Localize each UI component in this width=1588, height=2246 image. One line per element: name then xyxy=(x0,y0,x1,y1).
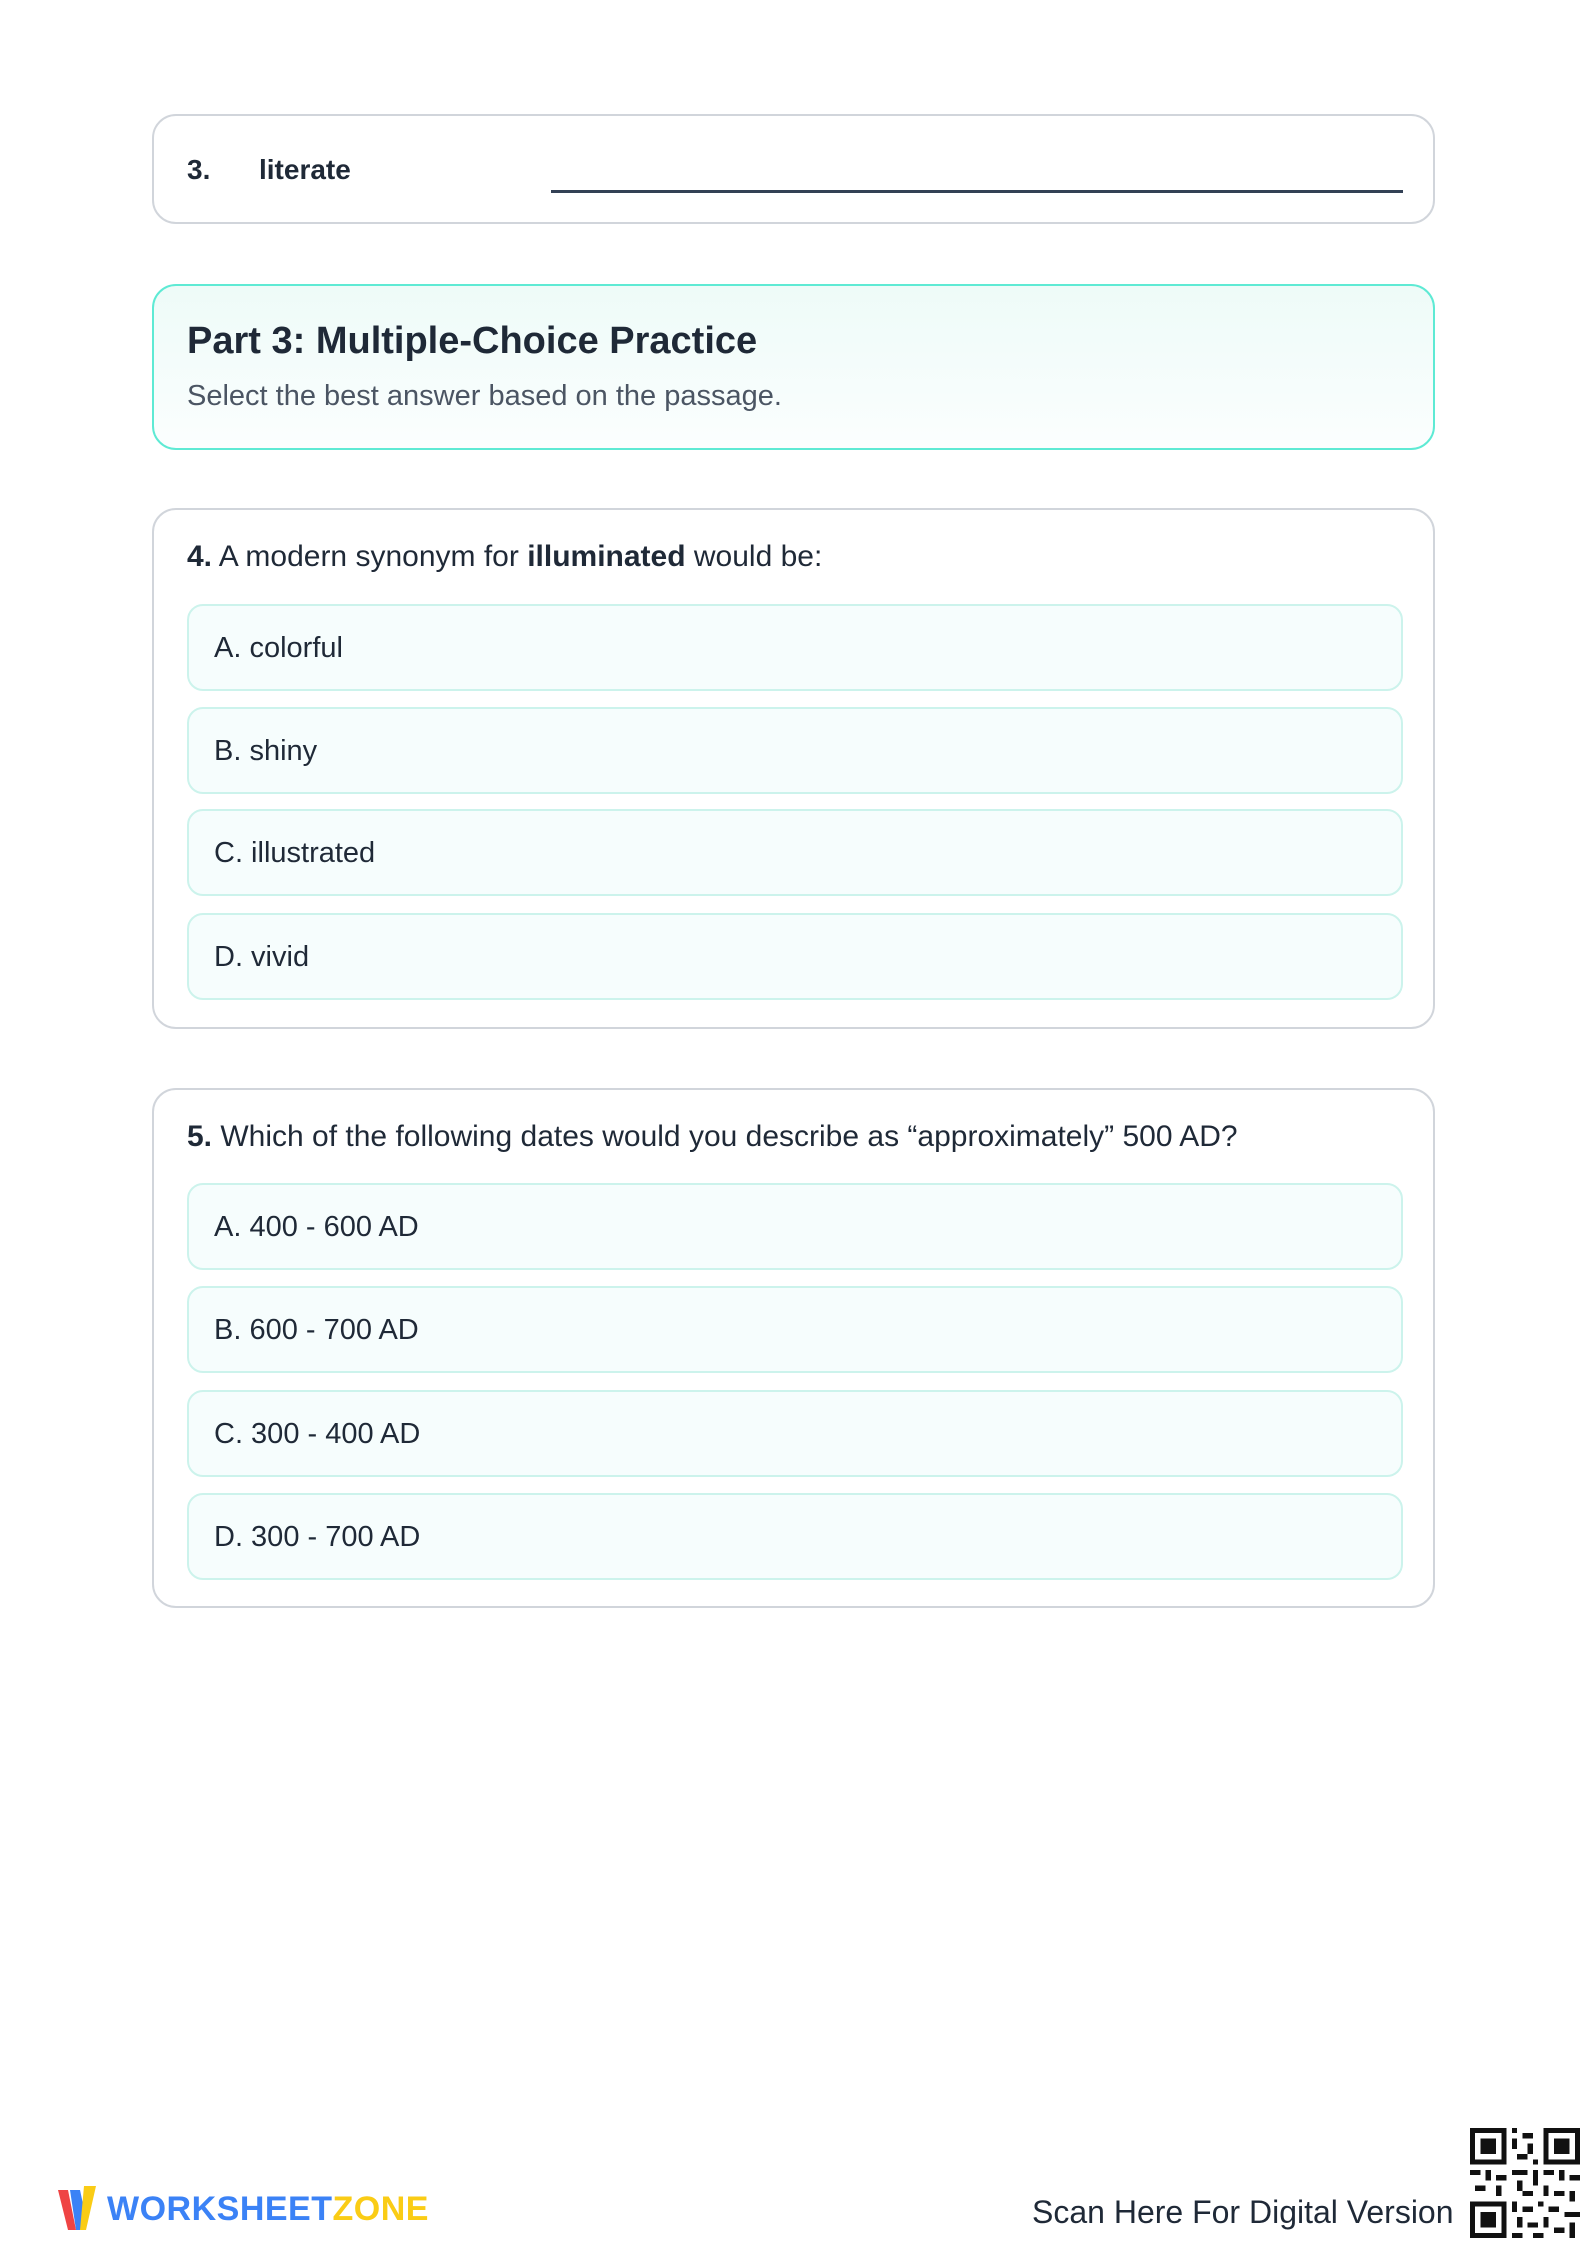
qr-code-icon[interactable] xyxy=(1470,2128,1580,2238)
question-text-after: would be: xyxy=(685,540,823,573)
option-c[interactable] xyxy=(187,809,1403,896)
brand-name xyxy=(107,2190,429,2229)
section-subtitle: Select the best answer based on the passage. xyxy=(187,380,782,412)
worksheetzone-logo-icon xyxy=(58,2180,96,2236)
option-label: A. 400 - 600 AD xyxy=(214,1211,419,1243)
vocab-item-word: literate xyxy=(259,154,351,185)
option-label: D. 300 - 700 AD xyxy=(214,1521,421,1553)
vocab-item-card xyxy=(152,114,1435,224)
option-label: C. illustrated xyxy=(214,837,376,869)
option-label: C. 300 - 400 AD xyxy=(214,1418,421,1450)
option-c[interactable] xyxy=(187,1390,1403,1477)
question-number: 5. xyxy=(187,1120,213,1153)
option-b[interactable] xyxy=(187,707,1403,794)
option-label: A. colorful xyxy=(214,632,343,664)
option-label: B. shiny xyxy=(214,735,318,767)
option-d[interactable] xyxy=(187,1493,1403,1580)
question-card-5 xyxy=(152,1088,1435,1608)
brand-name-part2: ZONE xyxy=(332,2190,429,2228)
scan-text: Scan Here For Digital Version xyxy=(1032,2194,1454,2230)
question-text xyxy=(187,1120,1238,1154)
section-header xyxy=(152,284,1435,450)
vocab-item-number: 3. xyxy=(187,154,211,185)
section-title: Part 3: Multiple-Choice Practice xyxy=(187,320,758,362)
option-d[interactable] xyxy=(187,913,1403,1000)
brand-name-part1: WORKSHEET xyxy=(107,2190,333,2228)
question-text-before: Which of the following dates would you describe as “approximately” 500 AD? xyxy=(212,1120,1238,1153)
option-b[interactable] xyxy=(187,1286,1403,1373)
question-card-4 xyxy=(152,508,1435,1029)
question-text-before: A modern synonym for xyxy=(212,540,528,573)
question-keyword: illuminated xyxy=(527,540,686,573)
option-a[interactable] xyxy=(187,604,1403,691)
option-label: B. 600 - 700 AD xyxy=(214,1314,419,1346)
option-label: D. vivid xyxy=(214,941,310,973)
question-text xyxy=(187,540,822,574)
question-number: 4. xyxy=(187,540,213,573)
answer-line[interactable] xyxy=(551,190,1403,193)
option-a[interactable] xyxy=(187,1183,1403,1270)
